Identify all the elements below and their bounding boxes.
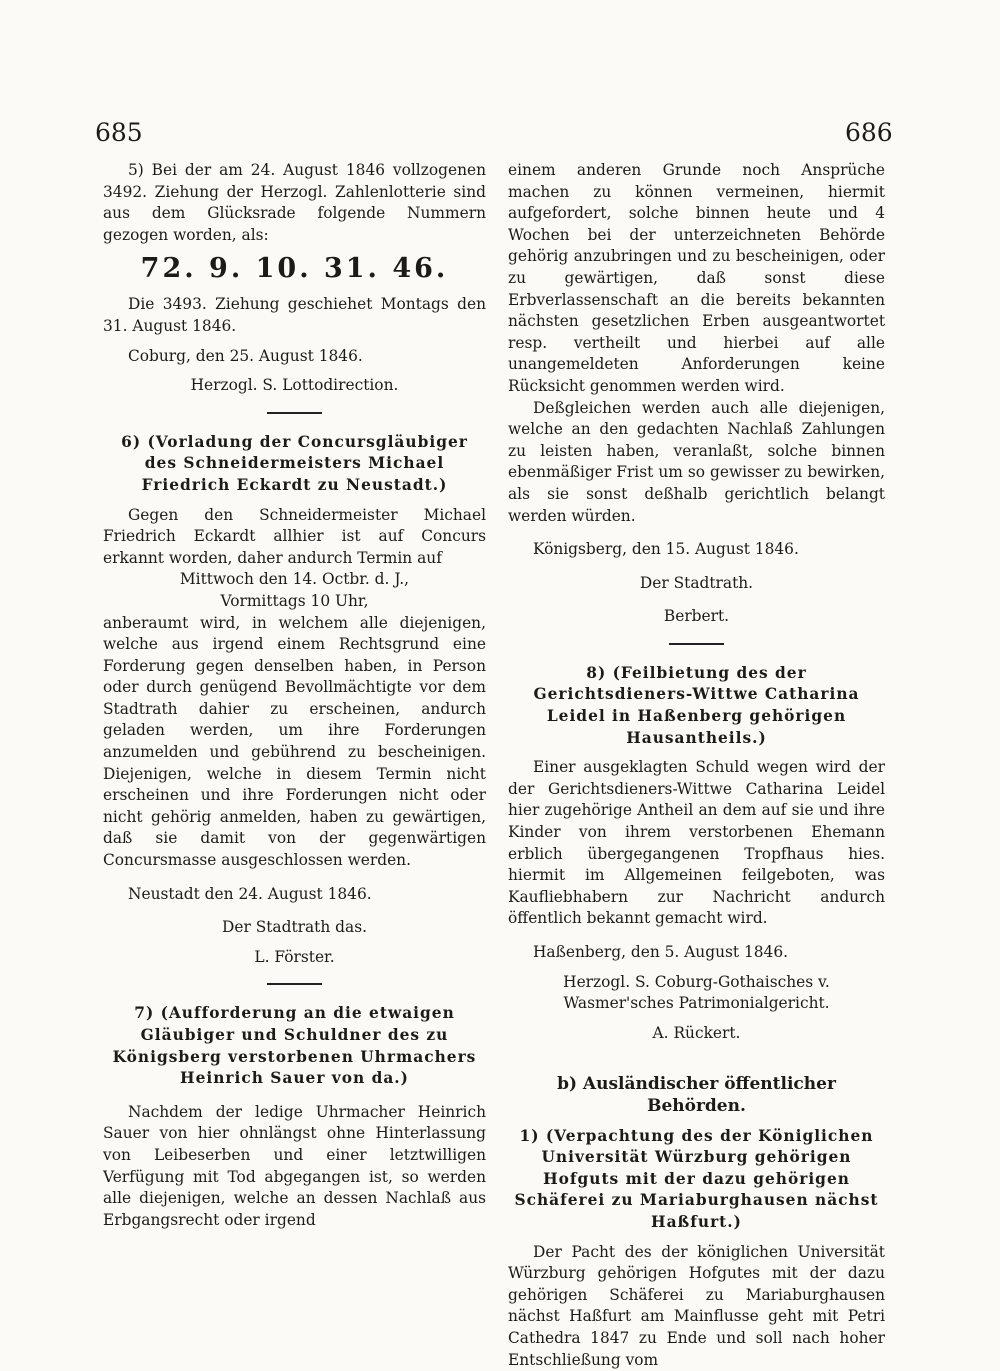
item7-paragraph-1-continued: einem anderen Grunde noch Ansprüche machen zu können vermeinen, hiermit aufgefordert, solche binnen heute und 4 Wochen bei der unterzeichneten Behörde gehörig anzubringen und zu bescheinigen, oder zu gewärtigen, daß sonst diese Erbverlassenschaft an die bereits bekannten nächsten gesetzlichen Erben ausgeantwortet resp. vertheilt und hierbei auf alle unangemeldeten Anforderungen keine Rücksicht genommen werden wird.: [508, 161, 885, 395]
item6-paragraph-2: anberaumt wird, in welchem alle diejenigen, welche aus irgend einem Rechtsgrund eine Forderung gegen denselben haben, in Person oder durch genügend Bevollmächtigte vor dem Stadtrath dahier zu erscheinen, andurch geladen werden, um ihre Forderungen anzumelden und gebührend zu bescheinigen. Diejenigen, welche in diesem Termin nicht erscheinen und ihre Forderungen nicht oder nicht gehörig anmelden, haben zu gewärtigen, daß sie damit von der gegenwärtigen Concursmasse ausgeschlossen werden.: [103, 613, 486, 870]
item7-heading: 7) (Aufforderung an die etwaigen Gläubiger und Schuldner des zu Königsberg verstorbenen Uhrmachers Heinrich Sauer von da.): [112, 1004, 477, 1088]
item5-text: 5) Bei der am 24. August 1846 vollzogenen 3492. Ziehung der Herzogl. Zahlenlotterie sind aus dem Glücksrade folgende Nummern gezogen worden, als:: [103, 161, 486, 244]
item8-signature-authority: Herzogl. S. Coburg-Gothaisches v. Wasmer'sches Patrimonialgericht.: [563, 972, 830, 1013]
section-divider: [669, 643, 724, 645]
next-draw-note: Die 3493. Ziehung geschiehet Montags den 31. August 1846.: [103, 295, 486, 335]
item8-place-date: Haßenberg, den 5. August 1846.: [533, 943, 789, 961]
b1-heading: 1) (Verpachtung des der Königlichen Universität Würzburg gehörigen Hofguts mit der dazu gehörigen Schäferei zu Mariaburghausen nächst Haßfurt.): [514, 1126, 879, 1231]
section-divider: [267, 412, 322, 414]
item7-signature-authority: Der Stadtrath.: [639, 573, 754, 592]
right-column: [508, 160, 885, 1371]
item7-paragraph-1: Nachdem der ledige Uhrmacher Heinrich Sauer von hier ohnlängst ohne Hinterlassung von Leibeserben und einer letztwilligen Verfügung mit Tod abgegangen ist, so werden alle diejenigen, welche an dessen Nachlaß aus Erbgangsrecht oder irgend: [103, 1102, 486, 1229]
lottery-numbers: 72. 9. 10. 31. 46.: [140, 253, 449, 285]
item6-signature-authority: Der Stadtrath das.: [222, 918, 367, 937]
item7-place-date: Königsberg, den 15. August 1846.: [533, 540, 799, 559]
item5-place-date: Coburg, den 25. August 1846.: [128, 346, 363, 365]
item6-place-date: Neustadt den 24. August 1846.: [128, 884, 372, 903]
item7-signature-name: Berbert.: [663, 607, 730, 626]
item6-heading: 6) (Vorladung der Concursgläubiger des Schneidermeisters Michael Friedrich Eckardt zu Neustadt.): [121, 432, 468, 494]
item8-heading: 8) (Feilbietung des der Gerichtsdieners-Wittwe Catharina Leidel in Haßenberg gehörigen Hausantheils.): [533, 663, 860, 747]
item6-date-line-1: Mittwoch den 14. Octbr. d. J.,: [179, 570, 410, 589]
section-divider: [267, 983, 322, 985]
item8-paragraph-1: Einer ausgeklagten Schuld wegen wird der der Gerichtsdieners-Wittwe Catharina Leidel hier zugehörige Antheil an dem auf sie und ihre Kinder von ihrem verstorbenen Ehemann erblich übergegangenen Tropfhaus hies. hiermit im Allgemeinen feilgeboten, was Kaufliebhabern zur Nachricht andurch öffentlich bekannt gemacht wird.: [508, 758, 885, 928]
b1-paragraph-1: Der Pacht des der königlichen Universität Würzburg gehörigen Hofgutes mit der dazu gehörigen Schäferei zu Mariaburghausen nächst Haßfurt am Mainflusse geht mit Petri Cathedra 1847 zu Ende und soll nach hoher Entschließung vom: [508, 1242, 885, 1369]
item6-paragraph-1: Gegen den Schneidermeister Michael Friedrich Eckardt allhier ist auf Concurs erkannt worden, daher andurch Termin auf: [103, 505, 486, 567]
page-number-left: 685: [95, 118, 143, 147]
item6-date-line-2: Vormittags 10 Uhr,: [220, 591, 369, 610]
item5-signature: Herzogl. S. Lottodirection.: [190, 376, 399, 395]
left-column: [103, 160, 486, 1231]
item8-signature-name: A. Rückert.: [652, 1023, 741, 1042]
page-number-right: 686: [845, 118, 893, 147]
section-b-title: b) Ausländischer öffentlicher Behörden.: [557, 1074, 836, 1116]
item7-paragraph-2: Deßgleichen werden auch alle diejenigen, welche an den gedachten Nachlaß Zahlungen zu leisten haben, veranlaßt, solche binnen ebenmäßiger Frist um so gewisser zu bewirken, als sie sonst deßhalb gerichtlich belangt werden würden.: [508, 398, 885, 525]
item6-signature-name: L. Förster.: [254, 947, 335, 966]
